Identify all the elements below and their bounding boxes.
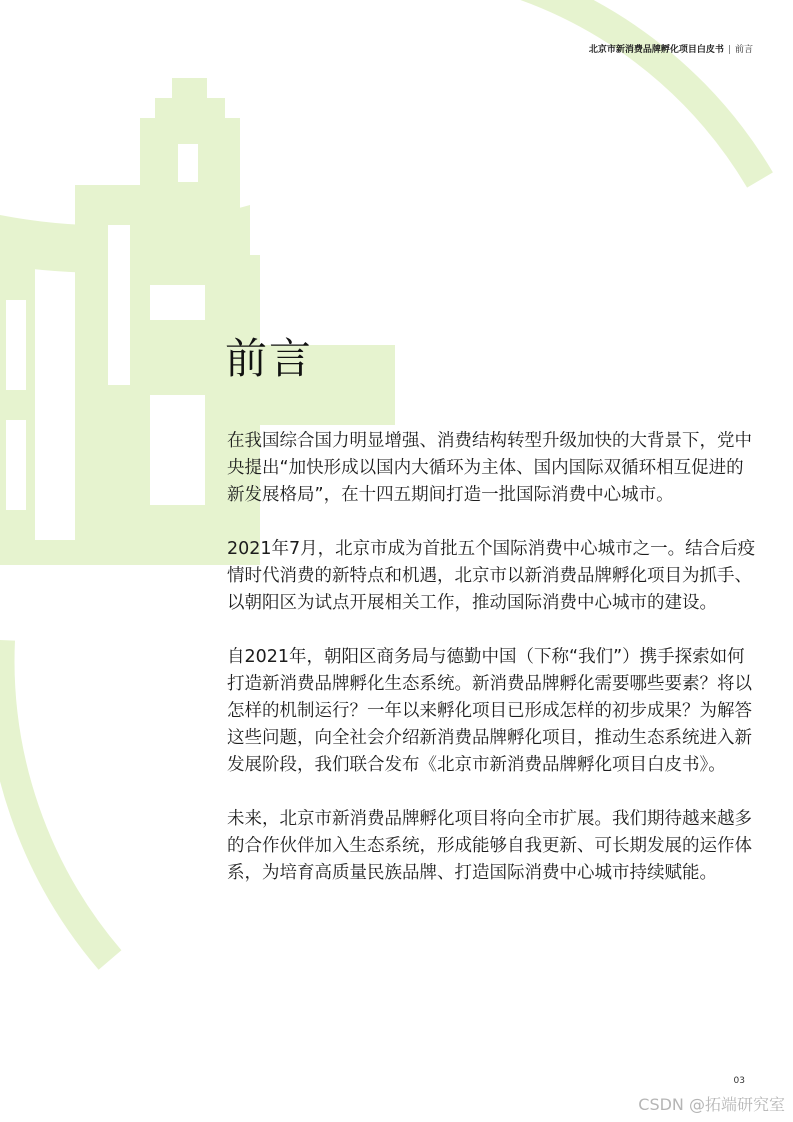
page-header xyxy=(589,42,753,55)
paragraph-4: 未来，北京市新消费品牌孵化项目将向全市扩展。我们期待越来越多的合作伙伴加入生态系统，形成能够自我更新、可长期发展的运作体系，为培育高质量民族品牌、打造国际消费中心城市持续赋能。 xyxy=(227,809,752,883)
header-separator: | xyxy=(727,45,731,55)
page-number: 03 xyxy=(733,1076,745,1086)
page-title: 前言 xyxy=(225,334,314,383)
paragraph-3: 自2021年，朝阳区商务局与德勤中国（下称“我们”）携手探索如何打造新消费品牌孵化生态系统。新消费品牌孵化需要哪些要素？将以怎样的机制运行？一年以来孵化项目已形成怎样的初步成果？为解答这些问题，向全社会介绍新消费品牌孵化项目，推动生态系统进入新发展阶段，我们联合发布《北京市新消费品牌孵化项目白皮书》。 xyxy=(227,647,752,775)
paragraph-1: 在我国综合国力明显增强、消费结构转型升级加快的大背景下，党中央提出“加快形成以国内大循环为主体、国内国际双循环相互促进的新发展格局”，在十四五期间打造一批国际消费中心城市。 xyxy=(227,431,752,505)
body-content xyxy=(227,428,757,914)
section-name: 前言 xyxy=(734,45,753,55)
paragraph-2: 2021年7月，北京市成为首批五个国际消费中心城市之一。结合后疫情时代消费的新特点和机遇，北京市以新消费品牌孵化项目为抓手、以朝阳区为试点开展相关工作，推动国际消费中心城市的建设。 xyxy=(227,539,756,613)
watermark: CSDN @拓端研究室 xyxy=(638,1095,785,1114)
document-title: 北京市新消费品牌孵化项目白皮书 xyxy=(588,45,724,55)
